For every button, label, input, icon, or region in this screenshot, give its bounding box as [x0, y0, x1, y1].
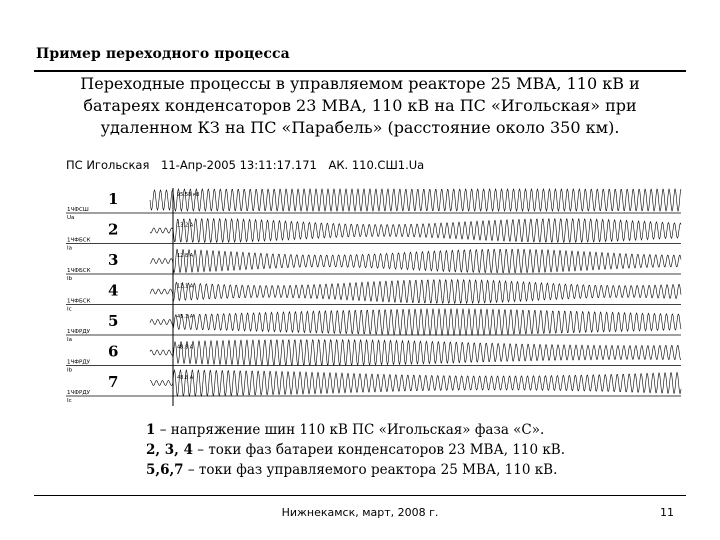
channel-phase: Ib — [67, 276, 73, 282]
channel-waveform — [150, 340, 681, 365]
channel-waveform — [150, 280, 681, 304]
channel-number: 2 — [108, 220, 119, 239]
description-line: батареях конденсаторов 23 МВА, 110 кВ на ПС «Игольская» при — [83, 96, 637, 115]
channel-phase: Ia — [67, 337, 72, 343]
description-line: Переходные процессы в управляемом реакторе 25 МВА, 110 кВ и — [80, 74, 640, 93]
legend-item: 1 – напряжение шин 110 кВ ПС «Игольская» фаза «С». — [146, 422, 545, 438]
channel-id: АК. 110.СШ1.Ua — [328, 158, 425, 172]
channel-label: 1ЧФСШ — [67, 207, 89, 213]
channel-number: 3 — [108, 251, 119, 269]
footer-divider — [34, 495, 686, 496]
channel-waveform — [150, 219, 681, 243]
oscillogram — [66, 186, 686, 408]
channel-peak-value: 48.8 А — [177, 375, 194, 381]
oscillogram-header — [66, 158, 432, 172]
channel-waveform — [150, 309, 681, 335]
channel-peak-value: 48.8 А — [177, 344, 194, 351]
description-line: удаленном КЗ на ПС «Парабель» (расстояние около 350 км). — [100, 118, 620, 137]
channel-peak-value: 13.2 А — [177, 222, 194, 229]
channel-waveform — [150, 249, 681, 272]
channel-peak-value: 95.58 кВ — [177, 192, 200, 198]
channel-number: 1 — [108, 190, 119, 208]
channel-peak-value: 12.8 А — [177, 253, 194, 259]
title-divider — [34, 70, 686, 72]
channel-label: 1ЧФРДУ — [67, 390, 90, 396]
page-number: 11 — [660, 506, 674, 519]
channel-label: 1ЧФРДУ — [67, 359, 90, 366]
channel-peak-value: 12.1 А — [177, 283, 194, 290]
legend — [146, 420, 565, 480]
channel-peak-value: 45.1 А — [177, 314, 194, 320]
channel-label: 1ЧФРДУ — [67, 329, 90, 335]
channel-phase: Ic — [67, 398, 72, 404]
station-name: ПС Игольская — [66, 158, 150, 172]
channel-waveform — [150, 189, 681, 211]
channel-phase: Ib — [67, 367, 73, 374]
channel-phase: Ia — [67, 245, 72, 252]
channel-number: 6 — [108, 342, 119, 361]
legend-item: 2, 3, 4 – токи фаз батареи конденсаторов 23 МВА, 110 кВ. — [146, 442, 565, 458]
channel-number: 5 — [108, 312, 119, 330]
legend-item: 5,6,7 – токи фаз управляемого реактора 25 МВА, 110 кВ. — [146, 462, 558, 478]
slide-description — [60, 73, 660, 139]
footer-text: Нижнекамск, март, 2008 г. — [281, 506, 439, 519]
channel-phase: Ic — [67, 306, 72, 313]
channel-label: 1ЧФБСК — [67, 298, 91, 305]
channel-label: 1ЧФБСК — [67, 237, 91, 244]
channel-phase: Ua — [67, 215, 75, 221]
slide-title: Пример переходного процесса — [36, 46, 290, 62]
channel-number: 7 — [108, 373, 119, 391]
record-timestamp: 11-Апр-2005 13:11:17.171 — [161, 158, 317, 172]
channel-waveform — [150, 370, 681, 396]
channel-number: 4 — [108, 281, 119, 300]
channel-label: 1ЧФБСК — [67, 268, 91, 274]
